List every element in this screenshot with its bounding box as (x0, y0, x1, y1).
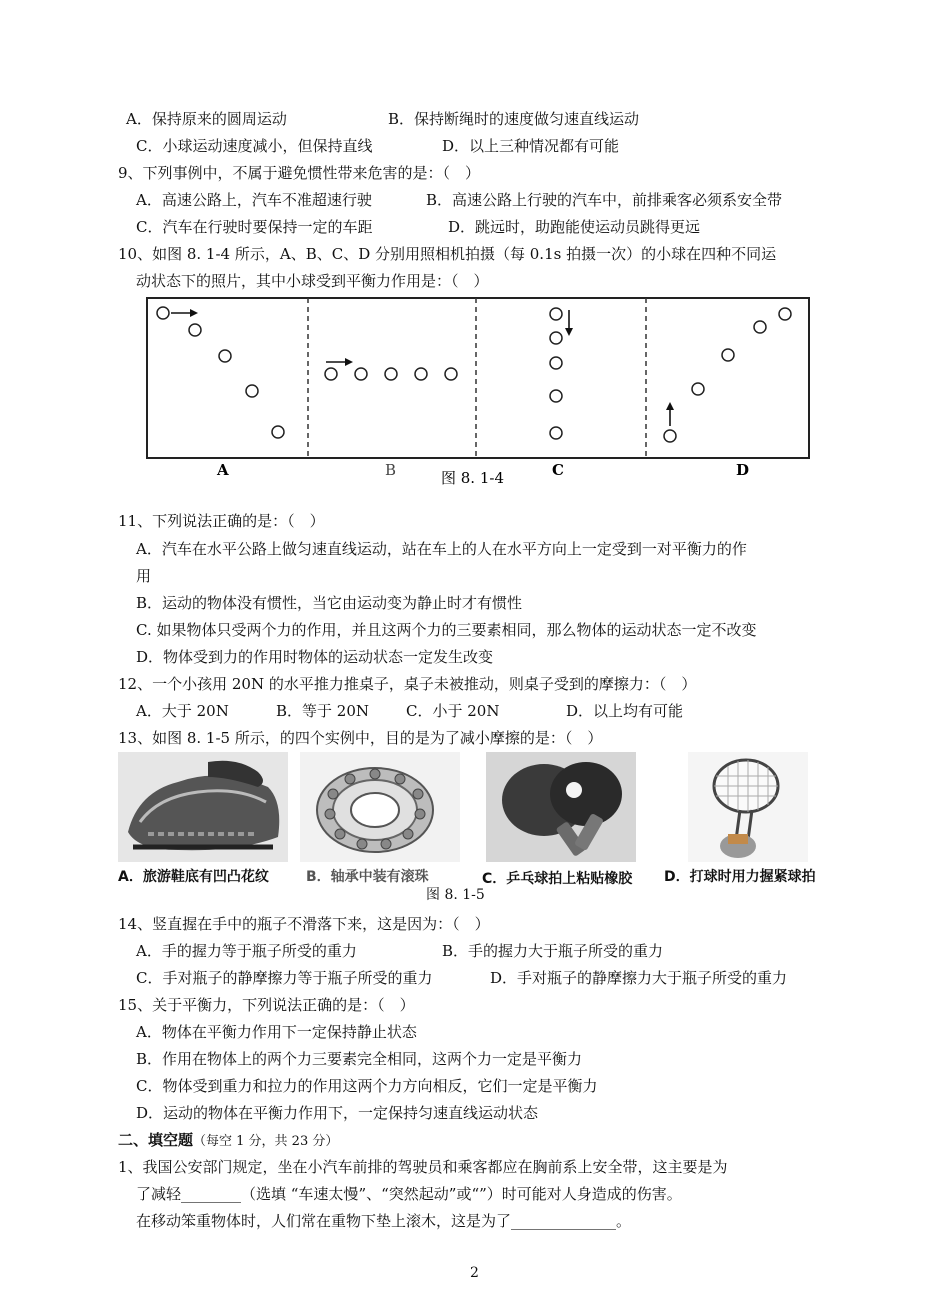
q12-option-d: D．以上均有可能 (566, 702, 684, 720)
q14-option-b: B．手的握力大于瓶子所受的重力 (442, 942, 664, 960)
panel-a-arrow (171, 309, 198, 317)
q10-stem-line2: 动状态下的照片，其中小球受到平衡力作用是：（ ） (136, 272, 489, 290)
q9-stem: 9、下列事例中，不属于避免惯性带来危害的是：（ ） (118, 164, 481, 182)
q11-option-b: B．运动的物体没有惯性，当它由运动变为静止时才有惯性 (136, 594, 523, 612)
panel-label-b: B (385, 461, 397, 479)
panel-b-balls (325, 368, 457, 380)
shoe-image (118, 752, 288, 862)
bearing-image (300, 752, 460, 862)
q12-option-b: B．等于 20N (276, 702, 370, 720)
panel-label-a: A (217, 461, 229, 479)
q15-option-a: A．物体在平衡力作用下一定保持静止状态 (136, 1023, 417, 1041)
panel-label-d: D (736, 461, 750, 479)
q10-stem-line1: 10、如图 8. 1-4 所示，A、B、C、D 分别用照相机拍摄（每 0.1s 拍摄一次）的小球在四种不同运 (118, 245, 777, 263)
caption-c-paddle: C．乒乓球拍上粘贴橡胶 (482, 871, 633, 887)
q12-option-c: C．小于 20N (406, 702, 500, 720)
fill1-line3: 在移动笨重物体时，人们常在重物下垫上滚木，这是为了______________。 (136, 1212, 632, 1230)
panel-c-balls (550, 308, 562, 439)
q9-option-d: D．跳远时，助跑能使运动员跳得更远 (448, 218, 701, 236)
q14-option-c: C．手对瓶子的静摩擦力等于瓶子所受的重力 (136, 969, 433, 987)
q15-option-d: D．运动的物体在平衡力作用下，一定保持匀速直线运动状态 (136, 1104, 539, 1122)
caption-b-bearing: B．轴承中装有滚珠 (306, 869, 429, 885)
section-2-note: （每空 1 分，共 23 分） (193, 1134, 339, 1149)
figure-8-1-4 (140, 294, 816, 488)
q15-stem: 15、关于平衡力，下列说法正确的是：（ ） (118, 996, 415, 1014)
q14-option-d: D．手对瓶子的静摩擦力大于瓶子所受的重力 (490, 969, 788, 987)
q9-option-a: A．高速公路上，汽车不准超速行驶 (136, 191, 372, 209)
q12-option-a: A．大于 20N (136, 702, 229, 720)
panel-d-balls (664, 308, 791, 442)
panel-label-c: C (552, 461, 564, 479)
q11-option-a-line1: A．汽车在水平公路上做匀速直线运动，站在车上的人在水平方向上一定受到一对平衡力的作 (136, 540, 747, 558)
q14-option-a: A．手的握力等于瓶子所受的重力 (136, 942, 357, 960)
q9-option-b: B．高速公路上行驶的汽车中，前排乘客必须系安全带 (426, 191, 783, 209)
panel-d-arrow (666, 402, 674, 426)
fill1-line2: 了减轻________（选填 “车速太慢”、“突然起动”或“”）时可能对人身造成的伤害。 (136, 1185, 682, 1203)
q14-stem: 14、竖直握在手中的瓶子不滑落下来，这是因为：（ ） (118, 915, 490, 933)
q12-stem: 12、一个小孩用 20N 的水平推力推桌子，桌子未被推动，则桌子受到的摩擦力：（ ） (118, 675, 697, 693)
q8-option-d: D．以上三种情况都有可能 (442, 137, 620, 155)
panel-a-balls (157, 307, 284, 438)
paddle-image (486, 752, 636, 862)
q11-option-a-line2: 用 (136, 567, 152, 585)
q13-stem: 13、如图 8. 1-5 所示，的四个实例中，目的是为了减小摩擦的是：（ ） (118, 729, 603, 747)
panel-c-arrow (565, 310, 573, 336)
caption-d-racket: D．打球时用力握紧球拍 (664, 869, 816, 885)
section-2-heading (118, 1129, 338, 1153)
figure-caption-8-1-4: 图 8. 1-4 (441, 469, 505, 487)
q8-option-a: A．保持原来的圆周运动 (126, 110, 287, 128)
q9-option-c: C．汽车在行驶时要保持一定的车距 (136, 218, 373, 236)
q11-option-c: C. 如果物体只受两个力的作用，并且这两个力的三要素相同，那么物体的运动状态一定不改变 (136, 621, 757, 639)
caption-a-shoe: A．旅游鞋底有凹凸花纹 (118, 869, 269, 885)
fill1-line1: 1、我国公安部门规定，坐在小汽车前排的驾驶员和乘客都应在胸前系上安全带，这主要是为 (118, 1158, 728, 1176)
q8-option-b: B．保持断绳时的速度做匀速直线运动 (388, 110, 640, 128)
q15-option-b: B．作用在物体上的两个力三要素完全相同，这两个力一定是平衡力 (136, 1050, 583, 1068)
panel-b-arrow (326, 358, 353, 366)
q11-stem: 11、下列说法正确的是：（ ） (118, 512, 325, 530)
figure-caption-8-1-5: 图 8. 1-5 (426, 887, 485, 903)
racket-image (688, 752, 808, 862)
section-2-title: 二、填空题 (118, 1131, 194, 1149)
q8-option-c: C．小球运动速度减小，但保持直线 (136, 137, 373, 155)
q11-option-d: D．物体受到力的作用时物体的运动状态一定发生改变 (136, 648, 494, 666)
page-number: 2 (470, 1265, 479, 1281)
q15-option-c: C．物体受到重力和拉力的作用这两个力方向相反，它们一定是平衡力 (136, 1077, 598, 1095)
